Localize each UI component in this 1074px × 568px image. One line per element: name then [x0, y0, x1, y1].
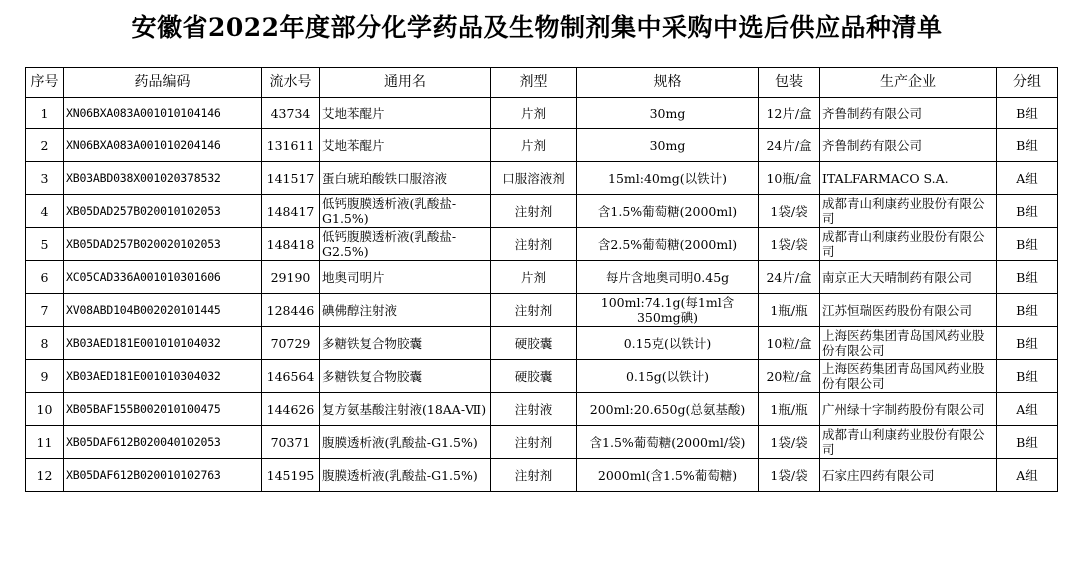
drug-code: XN06BXA083A001010204146 [64, 129, 262, 162]
col-header-name: 通用名 [320, 68, 491, 98]
manufacturer: 石家庄四药有限公司 [820, 459, 997, 492]
drug-code: XB03ABD038X001020378532 [64, 162, 262, 195]
specification: 含1.5%葡萄糖(2000ml) [577, 195, 759, 228]
specification: 含1.5%葡萄糖(2000ml/袋) [577, 426, 759, 459]
generic-name: 艾地苯醌片 [320, 129, 491, 162]
col-header-code: 药品编码 [64, 68, 262, 98]
group: B组 [997, 294, 1058, 327]
table-row [26, 228, 1058, 261]
package: 20粒/盒 [759, 360, 820, 393]
drug-code: XB03AED181E001010104032 [64, 327, 262, 360]
serial-number: 70729 [262, 327, 320, 360]
specification: 0.15克(以铁计) [577, 327, 759, 360]
dosage-form: 注射液 [491, 393, 577, 426]
table-row [26, 426, 1058, 459]
specification: 含2.5%葡萄糖(2000ml) [577, 228, 759, 261]
serial-number: 141517 [262, 162, 320, 195]
serial-number: 70371 [262, 426, 320, 459]
drug-code: XV08ABD104B002020101445 [64, 294, 262, 327]
drug-code: XC05CAD336A001010301606 [64, 261, 262, 294]
page-title: 安徽省2022年度部分化学药品及生物制剂集中采购中选后供应品种清单 [131, 13, 943, 42]
serial-number: 148418 [262, 228, 320, 261]
group: A组 [997, 459, 1058, 492]
package: 1袋/袋 [759, 228, 820, 261]
specification: 0.15g(以铁计) [577, 360, 759, 393]
generic-name: 低钙腹膜透析液(乳酸盐-G2.5%) [320, 228, 491, 261]
manufacturer: 上海医药集团青岛国风药业股份有限公司 [820, 327, 997, 360]
manufacturer: 成都青山利康药业股份有限公司 [820, 195, 997, 228]
package: 1袋/袋 [759, 195, 820, 228]
specification: 30mg [577, 98, 759, 129]
serial-number: 145195 [262, 459, 320, 492]
table-body [26, 98, 1058, 492]
table-row [26, 327, 1058, 360]
drug-code: XB05DAF612B020010102763 [64, 459, 262, 492]
col-header-package: 包装 [759, 68, 820, 98]
manufacturer: 广州绿十字制药股份有限公司 [820, 393, 997, 426]
row-index: 11 [26, 426, 64, 459]
drug-code: XB05DAD257B020020102053 [64, 228, 262, 261]
table-row [26, 261, 1058, 294]
generic-name: 低钙腹膜透析液(乳酸盐-G1.5%) [320, 195, 491, 228]
generic-name: 多糖铁复合物胶囊 [320, 360, 491, 393]
col-header-manufacturer: 生产企业 [820, 68, 997, 98]
col-header-serial: 流水号 [262, 68, 320, 98]
row-index: 7 [26, 294, 64, 327]
group: B组 [997, 195, 1058, 228]
dosage-form: 口服溶液剂 [491, 162, 577, 195]
table-row [26, 393, 1058, 426]
package: 1袋/袋 [759, 426, 820, 459]
package: 10粒/盒 [759, 327, 820, 360]
package: 1瓶/瓶 [759, 393, 820, 426]
group: B组 [997, 228, 1058, 261]
generic-name: 碘佛醇注射液 [320, 294, 491, 327]
specification: 100ml:74.1g(每1ml含350mg碘) [577, 294, 759, 327]
serial-number: 131611 [262, 129, 320, 162]
col-header-group: 分组 [997, 68, 1058, 98]
group: B组 [997, 261, 1058, 294]
manufacturer: 成都青山利康药业股份有限公司 [820, 228, 997, 261]
generic-name: 复方氨基酸注射液(18AA-Ⅶ) [320, 393, 491, 426]
row-index: 12 [26, 459, 64, 492]
drug-code: XB03AED181E001010304032 [64, 360, 262, 393]
row-index: 5 [26, 228, 64, 261]
group: B组 [997, 360, 1058, 393]
package: 24片/盒 [759, 129, 820, 162]
dosage-form: 注射剂 [491, 294, 577, 327]
package: 1袋/袋 [759, 459, 820, 492]
dosage-form: 片剂 [491, 129, 577, 162]
drug-code: XB05DAD257B020010102053 [64, 195, 262, 228]
manufacturer: 江苏恒瑞医药股份有限公司 [820, 294, 997, 327]
dosage-form: 硬胶囊 [491, 327, 577, 360]
generic-name: 地奥司明片 [320, 261, 491, 294]
group: A组 [997, 162, 1058, 195]
table-row [26, 360, 1058, 393]
row-index: 6 [26, 261, 64, 294]
package: 24片/盒 [759, 261, 820, 294]
specification: 200ml:20.650g(总氨基酸) [577, 393, 759, 426]
dosage-form: 注射剂 [491, 426, 577, 459]
serial-number: 144626 [262, 393, 320, 426]
row-index: 8 [26, 327, 64, 360]
serial-number: 128446 [262, 294, 320, 327]
drug-code: XN06BXA083A001010104146 [64, 98, 262, 129]
serial-number: 148417 [262, 195, 320, 228]
group: A组 [997, 393, 1058, 426]
group: B组 [997, 426, 1058, 459]
dosage-form: 注射剂 [491, 195, 577, 228]
manufacturer: 南京正大天晴制药有限公司 [820, 261, 997, 294]
col-header-spec: 规格 [577, 68, 759, 98]
generic-name: 蛋白琥珀酸铁口服溶液 [320, 162, 491, 195]
package: 10瓶/盒 [759, 162, 820, 195]
dosage-form: 注射剂 [491, 459, 577, 492]
col-header-form: 剂型 [491, 68, 577, 98]
table-row [26, 195, 1058, 228]
table-row [26, 162, 1058, 195]
dosage-form: 硬胶囊 [491, 360, 577, 393]
manufacturer: ITALFARMACO S.A. [820, 162, 997, 195]
table-row [26, 459, 1058, 492]
drug-list-table [25, 67, 1058, 492]
specification: 2000ml(含1.5%葡萄糖) [577, 459, 759, 492]
serial-number: 146564 [262, 360, 320, 393]
row-index: 9 [26, 360, 64, 393]
group: B组 [997, 327, 1058, 360]
group: B组 [997, 98, 1058, 129]
drug-code: XB05BAF155B002010100475 [64, 393, 262, 426]
dosage-form: 片剂 [491, 261, 577, 294]
specification: 30mg [577, 129, 759, 162]
manufacturer: 成都青山利康药业股份有限公司 [820, 426, 997, 459]
manufacturer: 上海医药集团青岛国风药业股份有限公司 [820, 360, 997, 393]
generic-name: 腹膜透析液(乳酸盐-G1.5%) [320, 459, 491, 492]
header-row [26, 68, 1058, 98]
specification: 15ml:40mg(以铁计) [577, 162, 759, 195]
generic-name: 腹膜透析液(乳酸盐-G1.5%) [320, 426, 491, 459]
col-header-index: 序号 [26, 68, 64, 98]
manufacturer: 齐鲁制药有限公司 [820, 129, 997, 162]
table-row [26, 129, 1058, 162]
package: 12片/盒 [759, 98, 820, 129]
specification: 每片含地奥司明0.45g [577, 261, 759, 294]
dosage-form: 注射剂 [491, 228, 577, 261]
row-index: 4 [26, 195, 64, 228]
row-index: 1 [26, 98, 64, 129]
table-row [26, 294, 1058, 327]
drug-code: XB05DAF612B020040102053 [64, 426, 262, 459]
serial-number: 43734 [262, 98, 320, 129]
row-index: 10 [26, 393, 64, 426]
row-index: 2 [26, 129, 64, 162]
table-row [26, 98, 1058, 129]
package: 1瓶/瓶 [759, 294, 820, 327]
dosage-form: 片剂 [491, 98, 577, 129]
group: B组 [997, 129, 1058, 162]
row-index: 3 [26, 162, 64, 195]
generic-name: 多糖铁复合物胶囊 [320, 327, 491, 360]
manufacturer: 齐鲁制药有限公司 [820, 98, 997, 129]
generic-name: 艾地苯醌片 [320, 98, 491, 129]
serial-number: 29190 [262, 261, 320, 294]
